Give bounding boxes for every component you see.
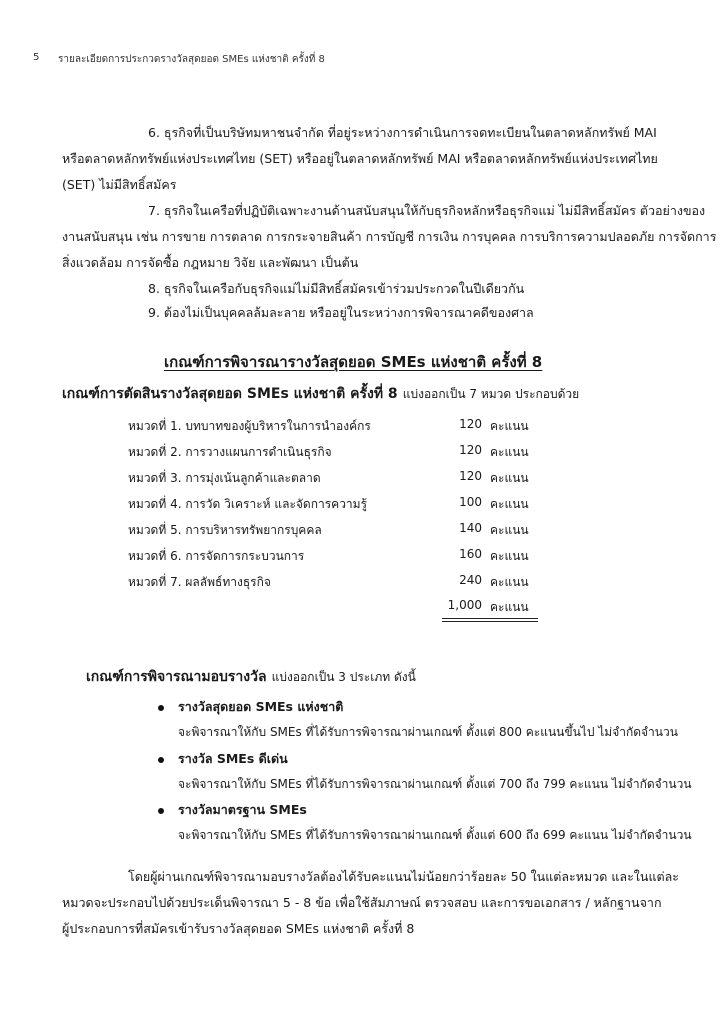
closing-line-1: โดยผู้ผ่านเกณฑ์พิจารณามอบรางวัลต้องได้รับคะแนนไม่น้อยกว่าร้อยละ 50 ในแต่ละหมวด และในแต่ละ bbox=[128, 869, 679, 884]
bullet-icon bbox=[158, 808, 164, 814]
category-score: 100 bbox=[459, 495, 482, 509]
category-score: 140 bbox=[459, 521, 482, 535]
bullet-icon bbox=[158, 757, 164, 763]
page-number: 5 bbox=[33, 52, 40, 63]
item-7-line-3: สิ่งแวดล้อม การจัดซื้อ กฎหมาย วิจัย และพัฒนา เป็นต้น bbox=[62, 255, 359, 270]
awards-note: แบ่งออกเป็น 3 ประเภท ดังนี้ bbox=[271, 670, 416, 684]
judging-title: เกณฑ์การตัดสินรางวัลสุดยอด SMEs แห่งชาติ ครั้งที่ 8 bbox=[62, 386, 398, 402]
category-score: 120 bbox=[459, 417, 482, 431]
bullet-icon bbox=[158, 705, 164, 711]
judging-note: แบ่งออกเป็น 7 หมวด ประกอบด้วย bbox=[402, 387, 580, 401]
award-name: รางวัล SMEs ดีเด่น bbox=[178, 751, 288, 766]
award-description: จะพิจารณาให้กับ SMEs ที่ได้รับการพิจารณาผ่านเกณฑ์ ตั้งแต่ 700 ถึง 799 คะแนน ไม่จำกัดจำนวน bbox=[178, 777, 692, 791]
category-label: หมวดที่ 7. ผลลัพธ์ทางธุรกิจ bbox=[128, 575, 271, 589]
award-description: จะพิจารณาให้กับ SMEs ที่ได้รับการพิจารณาผ่านเกณฑ์ ตั้งแต่ 600 ถึง 699 คะแนน ไม่จำกัดจำนวน bbox=[178, 828, 692, 842]
category-score: 160 bbox=[459, 547, 482, 561]
category-score: 240 bbox=[459, 573, 482, 587]
category-unit: คะแนน bbox=[490, 471, 529, 485]
category-unit: คะแนน bbox=[490, 523, 529, 537]
total-double-underline bbox=[442, 621, 538, 622]
category-unit: คะแนน bbox=[490, 497, 529, 511]
category-unit: คะแนน bbox=[490, 419, 529, 433]
category-label: หมวดที่ 6. การจัดการกระบวนการ bbox=[128, 549, 305, 563]
item-6-line-3: (SET) ไม่มีสิทธิ์สมัคร bbox=[62, 177, 177, 192]
item-7-line-2: งานสนับสนุน เช่น การขาย การตลาด การกระจายสินค้า การบัญชี การเงิน การบุคคล การบริการความปลอดภัย การจัดการ bbox=[62, 229, 717, 244]
category-unit: คะแนน bbox=[490, 549, 529, 563]
total-unit: คะแนน bbox=[490, 600, 529, 614]
category-label: หมวดที่ 3. การมุ่งเน้นลูกค้าและตลาด bbox=[128, 471, 321, 485]
award-name: รางวัลมาตรฐาน SMEs bbox=[178, 802, 307, 817]
awards-title: เกณฑ์การพิจารณามอบรางวัล bbox=[86, 669, 267, 685]
award-description: จะพิจารณาให้กับ SMEs ที่ได้รับการพิจารณาผ่านเกณฑ์ ตั้งแต่ 800 คะแนนขึ้นไป ไม่จำกัดจำนวน bbox=[178, 725, 678, 739]
running-header: รายละเอียดการประกวดรางวัลสุดยอด SMEs แห่งชาติ ครั้งที่ 8 bbox=[58, 54, 325, 65]
category-score: 120 bbox=[459, 443, 482, 457]
award-name: รางวัลสุดยอด SMEs แห่งชาติ bbox=[178, 699, 344, 714]
awards-heading bbox=[86, 666, 416, 688]
total-score: 1,000 bbox=[447, 598, 482, 612]
judging-heading bbox=[62, 383, 579, 405]
category-label: หมวดที่ 5. การบริหารทรัพยากรบุคคล bbox=[128, 523, 322, 537]
category-label: หมวดที่ 4. การวัด วิเคราะห์ และจัดการความรู้ bbox=[128, 497, 368, 511]
item-8: 8. ธุรกิจในเครือกับธุรกิจแม่ไม่มีสิทธิ์สมัครเข้าร่วมประกวดในปีเดียวกัน bbox=[148, 281, 525, 296]
item-6-line-1: 6. ธุรกิจที่เป็นบริษัทมหาชนจำกัด ที่อยู่ระหว่างการดำเนินการจดทะเบียนในตลาดหลักทรัพย์ MAI bbox=[148, 125, 657, 140]
item-6-line-2: หรือตลาดหลักทรัพย์แห่งประเทศไทย (SET) หรืออยู่ในตลาดหลักทรัพย์ MAI หรือตลาดหลักทรัพย์แห่งประเทศไทย bbox=[62, 151, 658, 166]
category-score: 120 bbox=[459, 469, 482, 483]
category-unit: คะแนน bbox=[490, 445, 529, 459]
closing-line-3: ผู้ประกอบการที่สมัครเข้ารับรางวัลสุดยอด SMEs แห่งชาติ ครั้งที่ 8 bbox=[62, 921, 415, 936]
item-7-line-1: 7. ธุรกิจในเครือที่ปฏิบัติเฉพาะงานด้านสนับสนุนให้กับธุรกิจหลักหรือธุรกิจแม่ ไม่มีสิทธิ์สมัคร ตัวอย่างของ bbox=[148, 203, 706, 218]
criteria-main-title: เกณฑ์การพิจารณารางวัลสุดยอด SMEs แห่งชาติ ครั้งที่ 8 bbox=[164, 353, 543, 371]
total-underline bbox=[442, 618, 538, 619]
category-label: หมวดที่ 2. การวางแผนการดำเนินธุรกิจ bbox=[128, 445, 332, 459]
item-9: 9. ต้องไม่เป็นบุคคลล้มละลาย หรืออยู่ในระหว่างการพิจารณาคดีของศาล bbox=[148, 305, 534, 320]
category-label: หมวดที่ 1. บทบาทของผู้บริหารในการนำองค์กร bbox=[128, 419, 371, 433]
category-unit: คะแนน bbox=[490, 575, 529, 589]
closing-line-2: หมวดจะประกอบไปด้วยประเด็นพิจารณา 5 - 8 ข้อ เพื่อใช้สัมภาษณ์ ตรวจสอบ และการขอเอกสาร / หลักฐานจาก bbox=[62, 895, 662, 910]
